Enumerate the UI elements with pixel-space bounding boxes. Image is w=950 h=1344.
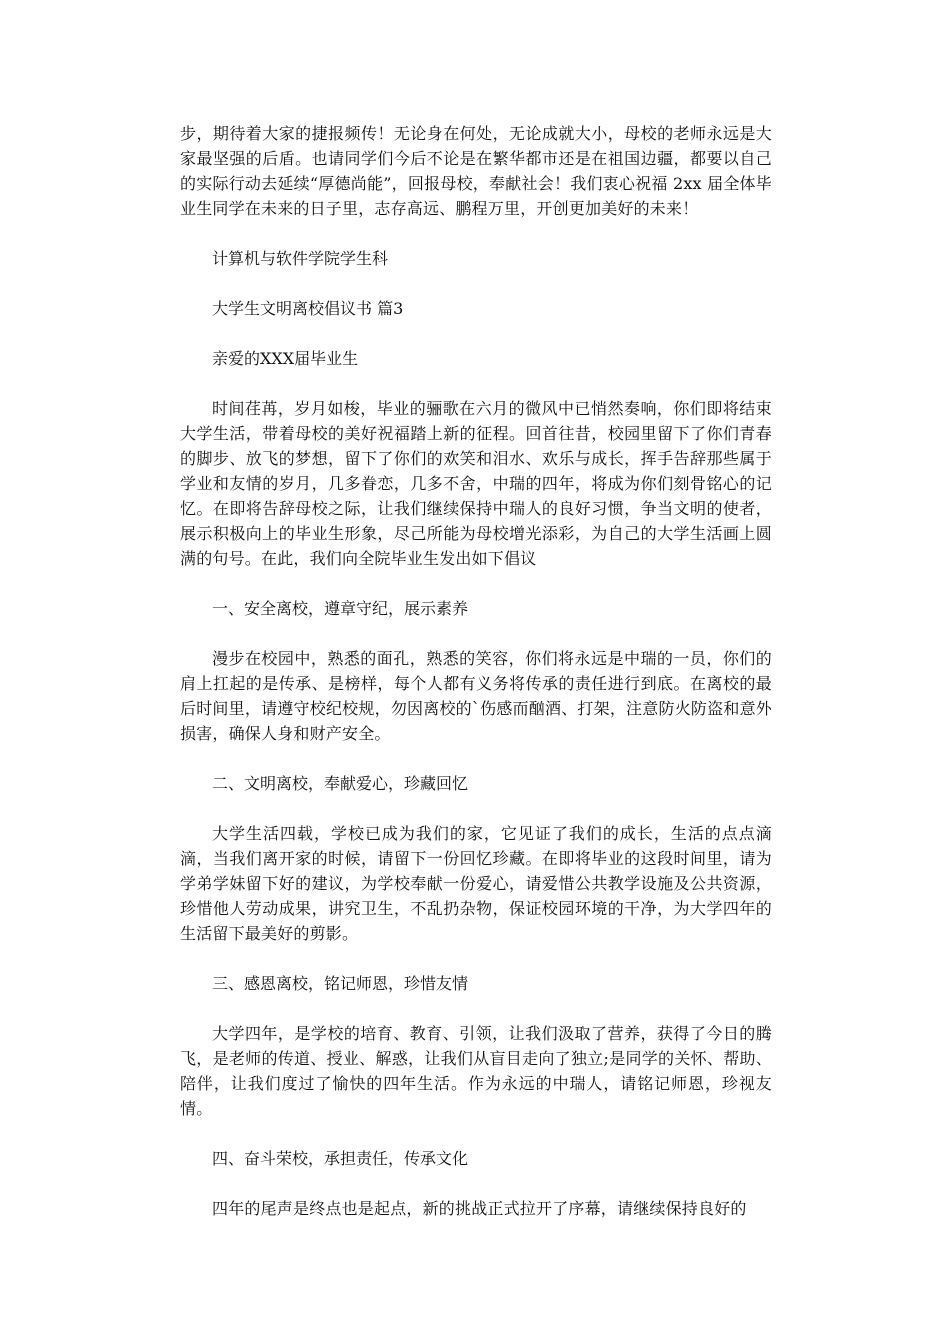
item-heading: 一、安全离校，遵章守纪，展示素养 [212, 599, 469, 618]
spacer [180, 221, 772, 246]
document-body [180, 121, 772, 1221]
item-body: 大学生活四载，学校已成为我们的家，它见证了我们的成长，生活的点点滴滴，当我们离开家的时候，请留下一份回忆珍藏。在即将毕业的这段时间里，请为学弟学妹留下好的建议，为学校奉献一份爱心，请爱惜公共教学设施及公共资源，珍惜他人劳动成果，讲究卫生，不乱扔杂物，保证校园环境的干净，为大学四年的生活留下最美好的剪影。 [180, 824, 772, 943]
item-body: 大学四年，是学校的培育、教育、引领，让我们汲取了营养，获得了今日的腾飞，是老师的传道、授业、解惑，让我们从盲目走向了独立;是同学的关怀、帮助、陪伴，让我们度过了愉快的四年生活。作为永远的中瑞人，请铭记师恩，珍视友情。 [180, 1024, 772, 1118]
intro-paragraph: 时间荏苒，岁月如梭，毕业的骊歌在六月的微风中已悄然奏响，你们即将结束大学生活，带着母校的美好祝福踏上新的征程。回首往昔，校园里留下了你们青春的脚步、放飞的梦想，留下了你们的欢笑和泪水、欢乐与成长，挥手告辞那些属于学业和友情的岁月，几多眷恋，几多不舍，中瑞的四年，将成为你们刻骨铭心的记忆。在即将告辞母校之际，让我们继续保持中瑞人的良好习惯，争当文明的使者，展示积极向上的毕业生形象，尽己所能为母校增光添彩，为自己的大学生活画上圆满的句号。在此，我们向全院毕业生发出如下倡议 [180, 399, 772, 568]
spacer [180, 796, 772, 821]
item-heading: 四、奋斗荣校，承担责任，传承文化 [212, 1149, 469, 1168]
spacer [180, 1121, 772, 1146]
spacer [180, 371, 772, 396]
continuation-paragraph: 步，期待着大家的捷报频传！无论身在何处，无论成就大小，母校的老师永远是大家最坚强的后盾。也请同学们今后不论是在繁华都市还是在祖国边疆，都要以自己的实际行动去延续“厚德尚能”，回报母校，奉献社会！我们衷心祝福 2xx 届全体毕业生同学在未来的日子里，志存高远、鹏程万里，开创更加美好的未来！ [180, 124, 772, 218]
spacer [180, 321, 772, 346]
spacer [180, 946, 772, 971]
spacer [180, 746, 772, 771]
signature: 计算机与软件学院学生科 [212, 249, 389, 268]
spacer [180, 571, 772, 596]
spacer [180, 271, 772, 296]
item-heading: 二、文明离校，奉献爱心，珍藏回忆 [212, 774, 469, 793]
item-heading: 三、感恩离校，铭记师恩，珍惜友情 [212, 974, 469, 993]
salutation: 亲爱的XXX届毕业生 [212, 349, 359, 368]
spacer [180, 1171, 772, 1196]
item-body: 漫步在校园中，熟悉的面孔，熟悉的笑容，你们将永远是中瑞的一员，你们的肩上扛起的是传承、是榜样，每个人都有义务将传承的责任进行到底。在离校的最后时间里，请遵守校纪校规，勿因离校的`伤感而酗酒、打架，注意防火防盗和意外损害，确保人身和财产安全。 [180, 649, 772, 743]
item-body: 四年的尾声是终点也是起点，新的挑战正式拉开了序幕，请继续保持良好的 [212, 1199, 747, 1218]
spacer [180, 996, 772, 1021]
section-title: 大学生文明离校倡议书 篇3 [212, 299, 404, 318]
spacer [180, 621, 772, 646]
